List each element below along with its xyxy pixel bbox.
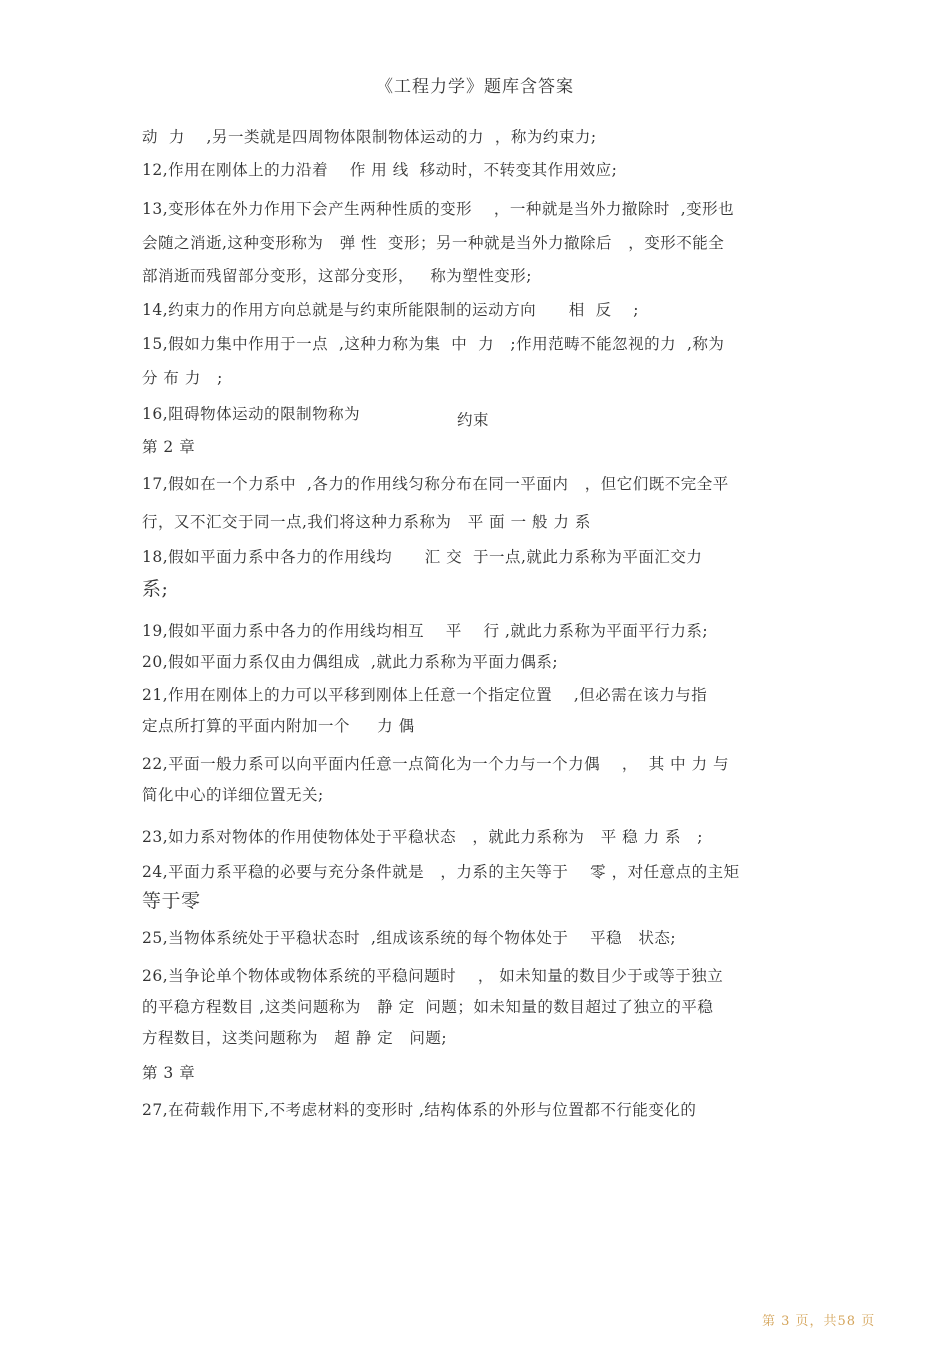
text-line: 定点所打算的平面内附加一个 力 偶	[142, 717, 415, 735]
text-line: 25,当物体系统处于平稳状态时 ,组成该系统的每个物体处于 平稳 状态;	[142, 929, 677, 947]
text-line: 动 力 ,另一类就是四周物体限制物体运动的力 ，称为约束力;	[142, 128, 597, 146]
text-line: 方程数目，这类问题称为 超 静 定 问题;	[142, 1029, 448, 1047]
text-line: 26,当争论单个物体或物体系统的平稳问题时 ， 如未知量的数目少于或等于独立	[142, 967, 724, 985]
text-line: 的平稳方程数目 ,这类问题称为 静 定 问题；如未知量的数目超过了独立的平稳	[142, 998, 714, 1016]
page-title: 《工程力学》题库含答案	[376, 77, 574, 97]
text-line: 系;	[142, 578, 169, 600]
chapter-heading: 第 3 章	[142, 1064, 196, 1082]
text-line: 16,阻碍物体运动的限制物称为	[142, 405, 361, 423]
text-line: 会随之消逝,这种变形称为 弹 性 变形；另一种就是当外力撤除后 ，变形不能全	[142, 234, 725, 252]
page-number: 第 3 页，共58 页	[762, 1314, 876, 1329]
text-line: 17,假如在一个力系中 ,各力的作用线匀称分布在同一平面内 ，但它们既不完全平	[142, 475, 729, 493]
text-line: 12,作用在刚体上的力沿着 作 用 线 移动时，不转变其作用效应;	[142, 161, 618, 179]
text-line: 行，又不汇交于同一点,我们将这种力系称为 平 面 一 般 力 系	[142, 513, 591, 531]
text-line: 等于零	[142, 890, 201, 912]
text-line: 21,作用在刚体上的力可以平移到刚体上任意一个指定位置 ,但必需在该力与指	[142, 686, 708, 704]
text-line: 19,假如平面力系中各力的作用线均相互 平 行 ,就此力系称为平面平行力系;	[142, 622, 709, 640]
text-line: 22,平面一般力系可以向平面内任意一点简化为一个力与一个力偶 ， 其 中 力 与	[142, 755, 729, 773]
chapter-heading: 第 2 章	[142, 438, 196, 456]
text-line: 24,平面力系平稳的必要与充分条件就是 ，力系的主矢等于 零 ，对任意点的主矩	[142, 863, 740, 881]
text-line: 部消逝而残留部分变形，这部分变形， 称为塑性变形;	[142, 267, 533, 285]
text-line: 14,约束力的作用方向总就是与约束所能限制的运动方向 相 反 ;	[142, 301, 639, 319]
text-line: 13,变形体在外力作用下会产生两种性质的变形 ，一种就是当外力撤除时 ,变形也	[142, 200, 735, 218]
text-line: 分 布 力 ;	[142, 369, 223, 387]
answer-text: 约束	[457, 411, 490, 429]
text-line: 23,如力系对物体的作用使物体处于平稳状态 ，就此力系称为 平 稳 力 系 ;	[142, 828, 703, 846]
text-line: 27,在荷载作用下,不考虑材料的变形时 ,结构体系的外形与位置都不行能变化的	[142, 1101, 697, 1119]
text-line: 20,假如平面力系仅由力偶组成 ,就此力系称为平面力偶系;	[142, 653, 559, 671]
text-line: 18,假如平面力系中各力的作用线均 汇 交 于一点,就此力系称为平面汇交力	[142, 548, 703, 566]
text-line: 简化中心的详细位置无关;	[142, 786, 324, 804]
text-line: 15,假如力集中作用于一点 ,这种力称为集 中 力 ;作用范畴不能忽视的力 ,称为	[142, 335, 725, 353]
